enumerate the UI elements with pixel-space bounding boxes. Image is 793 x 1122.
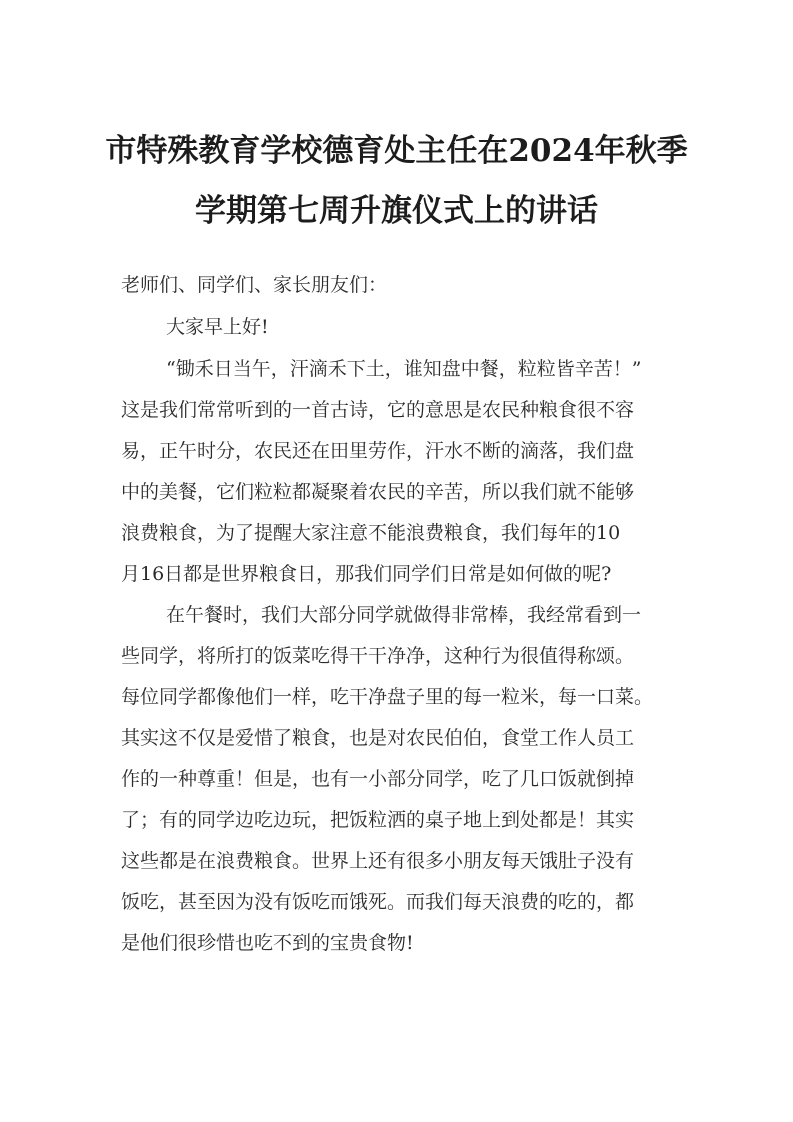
paragraph-line: “锄禾日当午，汗滴禾下土，谁知盘中餐，粒粒皆辛苦！” — [166, 358, 642, 380]
paragraph-line: 其实这不仅是爱惜了粮食，也是对农民伯伯，食堂工作人员工 — [121, 727, 635, 749]
paragraph-line: 是他们很珍惜也吃不到的宝贵食物! — [121, 932, 414, 954]
paragraph-line: 月16日都是世界粮食日，那我们同学们日常是如何做的呢? — [121, 563, 612, 585]
paragraph-line: 了；有的同学边吃边玩，把饭粒洒的桌子地上到处都是！其实 — [121, 809, 635, 831]
paragraph-line: 易，正午时分，农民还在田里劳作，汗水不断的滴落，我们盘 — [121, 440, 635, 462]
document-title-line-2: 学期第七周升旗仪式上的讲话 — [195, 193, 598, 229]
paragraph-line: 饭吃，甚至因为没有饭吃而饿死。而我们每天浪费的吃的，都 — [121, 891, 635, 913]
paragraph-line: 这是我们常常听到的一首古诗，它的意思是农民种粮食很不容 — [121, 399, 635, 421]
paragraph-line: 这些都是在浪费粮食。世界上还有很多小朋友每天饿肚子没有 — [121, 850, 635, 872]
document-title-line-1: 市特殊教育学校德育处主任在2024年秋季 — [105, 133, 688, 169]
salutation-text: 老师们、同学们、家长朋友们： — [121, 274, 388, 296]
paragraph-line: 每位同学都像他们一样，吃干净盘子里的每一粒米，每一口菜。 — [121, 686, 654, 708]
paragraph-line: 在午餐时，我们大部分同学就做得非常棒，我经常看到一 — [166, 604, 642, 626]
paragraph-line: 些同学，将所打的饭菜吃得干干净净，这种行为很值得称颂。 — [121, 645, 635, 667]
paragraph-line: 中的美餐，它们粒粒都凝聚着农民的辛苦，所以我们就不能够 — [121, 481, 635, 503]
greeting-text: 大家早上好! — [166, 316, 269, 338]
paragraph-line: 作的一种尊重！但是，也有一小部分同学，吃了几口饭就倒掉 — [121, 768, 635, 790]
paragraph-line: 浪费粮食，为了提醒大家注意不能浪费粮食，我们每年的10 — [121, 522, 621, 544]
